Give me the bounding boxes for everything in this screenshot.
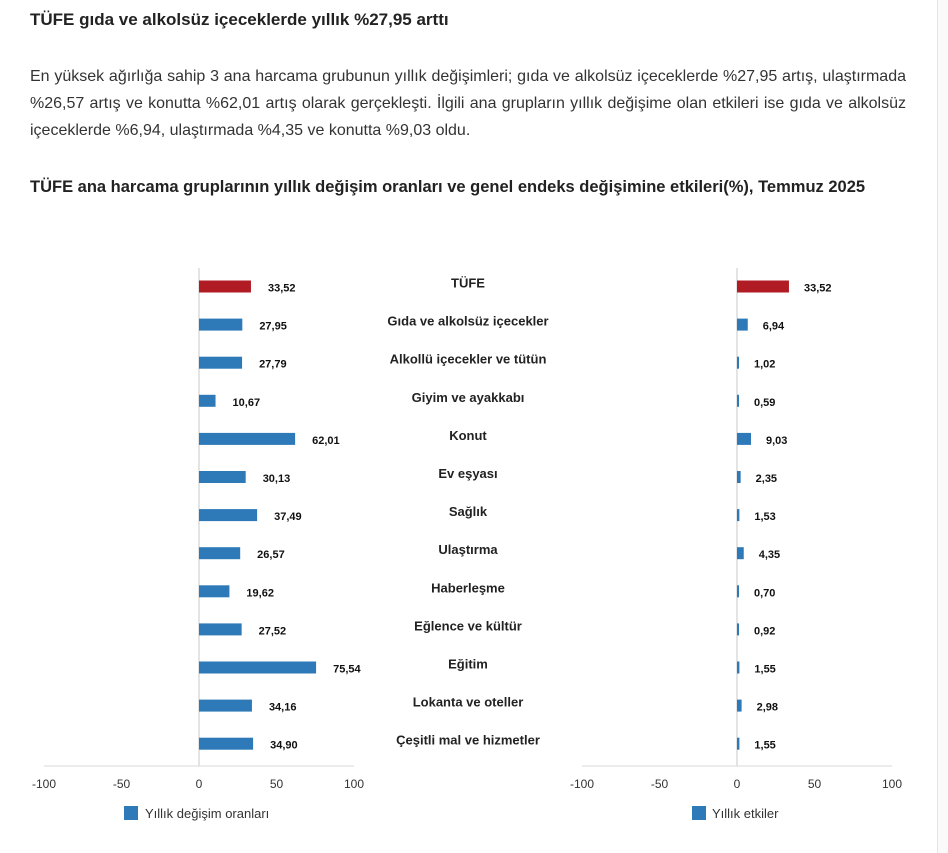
data-label: 4,35 (758, 549, 781, 562)
category-label: Eğitim (448, 656, 488, 672)
category-label: Alkollü içecekler ve tütün (389, 351, 547, 367)
bar (737, 585, 739, 597)
data-label: 62,01 (312, 434, 340, 447)
bar (737, 547, 744, 559)
bar (737, 281, 789, 293)
chart-title: TÜFE ana harcama gruplarının yıllık değişim oranları ve genel endeks değişimine etkileri(%), Temmuz 2025 (30, 178, 866, 196)
category-label: Ev eşyası (438, 466, 498, 481)
category-label: Giyim ve ayakkabı (411, 389, 525, 405)
bar (199, 662, 316, 674)
x-tick-label: -100 (569, 777, 595, 791)
bar (737, 623, 739, 635)
x-tick-label: 100 (343, 777, 365, 791)
bar (199, 700, 252, 712)
bar (737, 357, 739, 369)
legend-swatch (692, 806, 706, 820)
x-tick-label: -50 (650, 777, 669, 791)
x-tick-label: 100 (881, 777, 903, 791)
data-label: 30,13 (262, 473, 291, 485)
data-label: 26,57 (257, 549, 285, 562)
x-tick-label: 0 (195, 777, 203, 791)
bar (737, 700, 742, 712)
category-label: TÜFE (451, 275, 485, 291)
data-label: 75,54 (333, 663, 361, 676)
bar (737, 319, 748, 331)
bar (199, 585, 229, 597)
bar (199, 623, 242, 635)
bar (737, 738, 739, 750)
x-tick-label: 50 (807, 777, 822, 791)
data-label: 1,53 (754, 511, 776, 524)
data-label: 33,52 (803, 282, 832, 295)
category-label: Haberleşme (431, 580, 505, 596)
category-label: Sağlık (448, 504, 488, 520)
category-label: Gıda ve alkolsüz içecekler (387, 313, 549, 329)
data-label: 34,90 (270, 739, 298, 752)
data-label: 6,94 (762, 320, 785, 333)
data-label: 1,55 (754, 739, 776, 752)
data-label: 27,79 (259, 358, 287, 371)
data-label: 0,92 (754, 625, 776, 638)
bar (199, 357, 242, 369)
data-label: 27,52 (258, 625, 287, 638)
bar (199, 547, 240, 559)
data-label: 33,52 (267, 282, 296, 295)
intro-paragraph: En yüksek ağırlığa sahip 3 ana harcama grubunun yıllık değişimleri; gıda ve alkolsüz içeceklerde %27,95 artış, ulaştırmada %26,57 artış ve konutta %62,01 artış olarak gerçekleşti. İlgili ana grupların yıllık değişime olan etkileri ise gıda ve alkolsüz içeceklerde %6,94, ulaştırmada %4,35 ve konutta %9,03 oldu. (30, 68, 906, 139)
bar (737, 395, 739, 407)
scroll-edge (937, 0, 948, 853)
legend-label: Yıllık etkiler (712, 806, 779, 821)
legend-label: Yıllık değişim oranları (145, 806, 270, 821)
category-label: Eğlence ve kültür (414, 618, 522, 634)
bar (199, 319, 242, 331)
data-label: 37,49 (274, 511, 302, 524)
x-tick-label: -100 (31, 777, 57, 791)
data-label: 1,55 (754, 663, 776, 676)
data-label: 2,98 (756, 701, 779, 714)
data-label: 9,03 (765, 434, 788, 447)
bar (199, 509, 257, 521)
bar (199, 738, 253, 750)
bar (737, 433, 751, 445)
category-label: Ulaştırma (438, 542, 498, 558)
data-label: 1,02 (754, 358, 776, 371)
bar (737, 662, 739, 674)
data-label: 2,35 (755, 473, 778, 485)
legend-swatch (124, 806, 138, 820)
page-heading: TÜFE gıda ve alkolsüz içeceklerde yıllık %27,95 arttı (30, 10, 449, 29)
category-label: Çeşitli mal ve hizmetler (396, 732, 540, 748)
x-tick-label: 0 (733, 777, 741, 791)
bar (737, 471, 741, 483)
category-label: Lokanta ve oteller (412, 694, 524, 710)
data-label: 0,70 (754, 587, 776, 600)
data-label: 27,95 (259, 320, 287, 333)
data-label: 0,59 (754, 396, 776, 409)
category-label: Konut (449, 427, 487, 443)
x-tick-label: -50 (112, 777, 131, 791)
bar (199, 281, 251, 293)
data-label: 34,16 (268, 701, 297, 714)
data-label: 19,62 (246, 587, 274, 600)
x-tick-label: 50 (269, 777, 284, 791)
bar (199, 433, 295, 445)
bar (199, 395, 216, 407)
bar (737, 509, 739, 521)
data-label: 10,67 (232, 396, 261, 409)
bar (199, 471, 246, 483)
